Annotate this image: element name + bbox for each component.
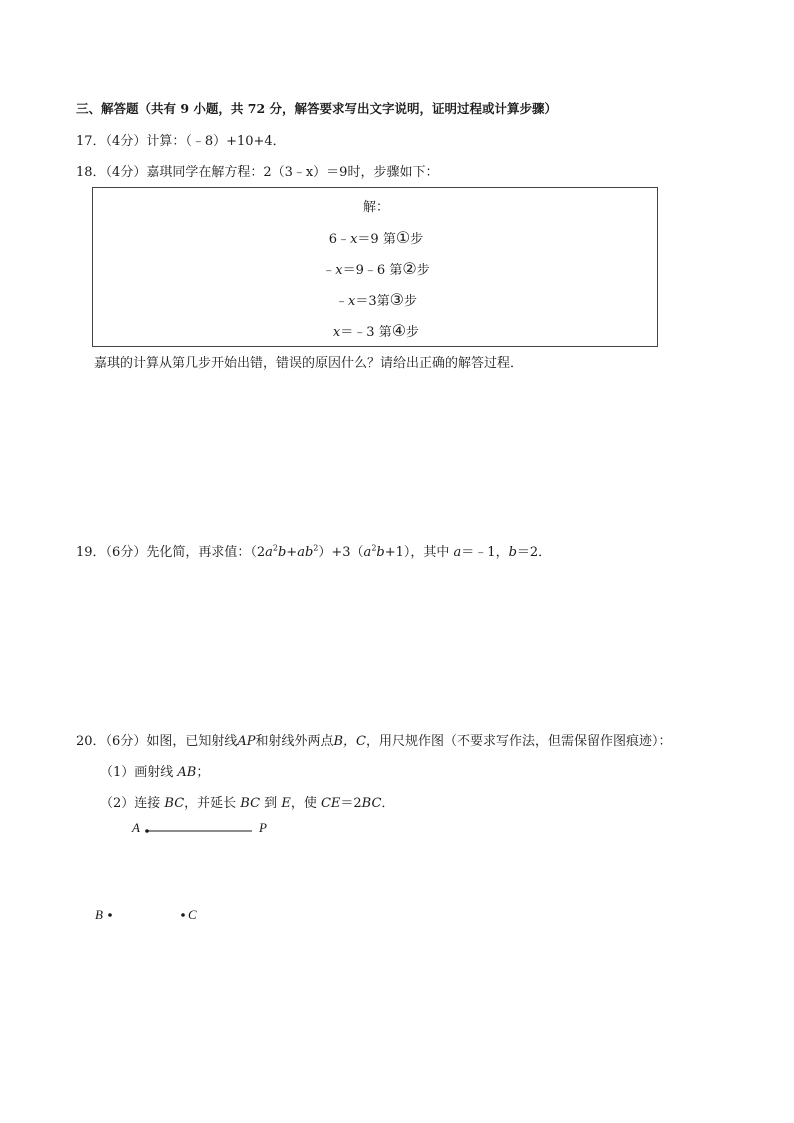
solution-step-4: x＝﹣3 第④步 [332, 321, 420, 340]
solution-step-2: ﹣x＝9﹣6 第②步 [322, 259, 430, 278]
label-P: P [259, 820, 267, 835]
label-C: C [188, 907, 197, 922]
question-18-intro: 18．（4分）嘉琪同学在解方程：2（3﹣x）＝9时，步骤如下： [76, 165, 439, 180]
point-C [181, 913, 185, 917]
geometry-figure [90, 815, 310, 925]
question-20-part-2: （2）连接 BC，并延长 BC 到 E，使 CE＝2BC． [100, 796, 395, 811]
point-B [108, 913, 112, 917]
label-B: B [95, 907, 103, 922]
question-17: 17．（4分）计算：（﹣8）+10+4． [76, 134, 286, 149]
question-20-part-1: （1）画射线 AB； [100, 765, 210, 780]
question-20-intro: 20．（6分）如图，已知射线AP和射线外两点B，C，用尺规作图（不要求写作法，但需保留作图痕迹）： [76, 734, 672, 749]
question-19: 19．（6分）先化简，再求值：$(2a^2b+ab^2)+3(a^2b+1)$，其中 a＝﹣1，b＝2． [76, 543, 552, 560]
solution-box [92, 187, 658, 347]
solution-title: 解： [362, 200, 389, 215]
solution-step-1: 6﹣x＝9 第①步 [328, 228, 424, 247]
label-A: A [132, 820, 140, 835]
question-18-prompt: 嘉琪的计算从第几步开始出错，错误的原因什么？请给出正确的解答过程． [94, 356, 524, 371]
section-heading: 三、解答题（共有 9 小题，共 72 分，解答要求写出文字说明，证明过程或计算步骤） [76, 101, 558, 116]
solution-step-3: ﹣x＝3第③步 [334, 290, 417, 309]
